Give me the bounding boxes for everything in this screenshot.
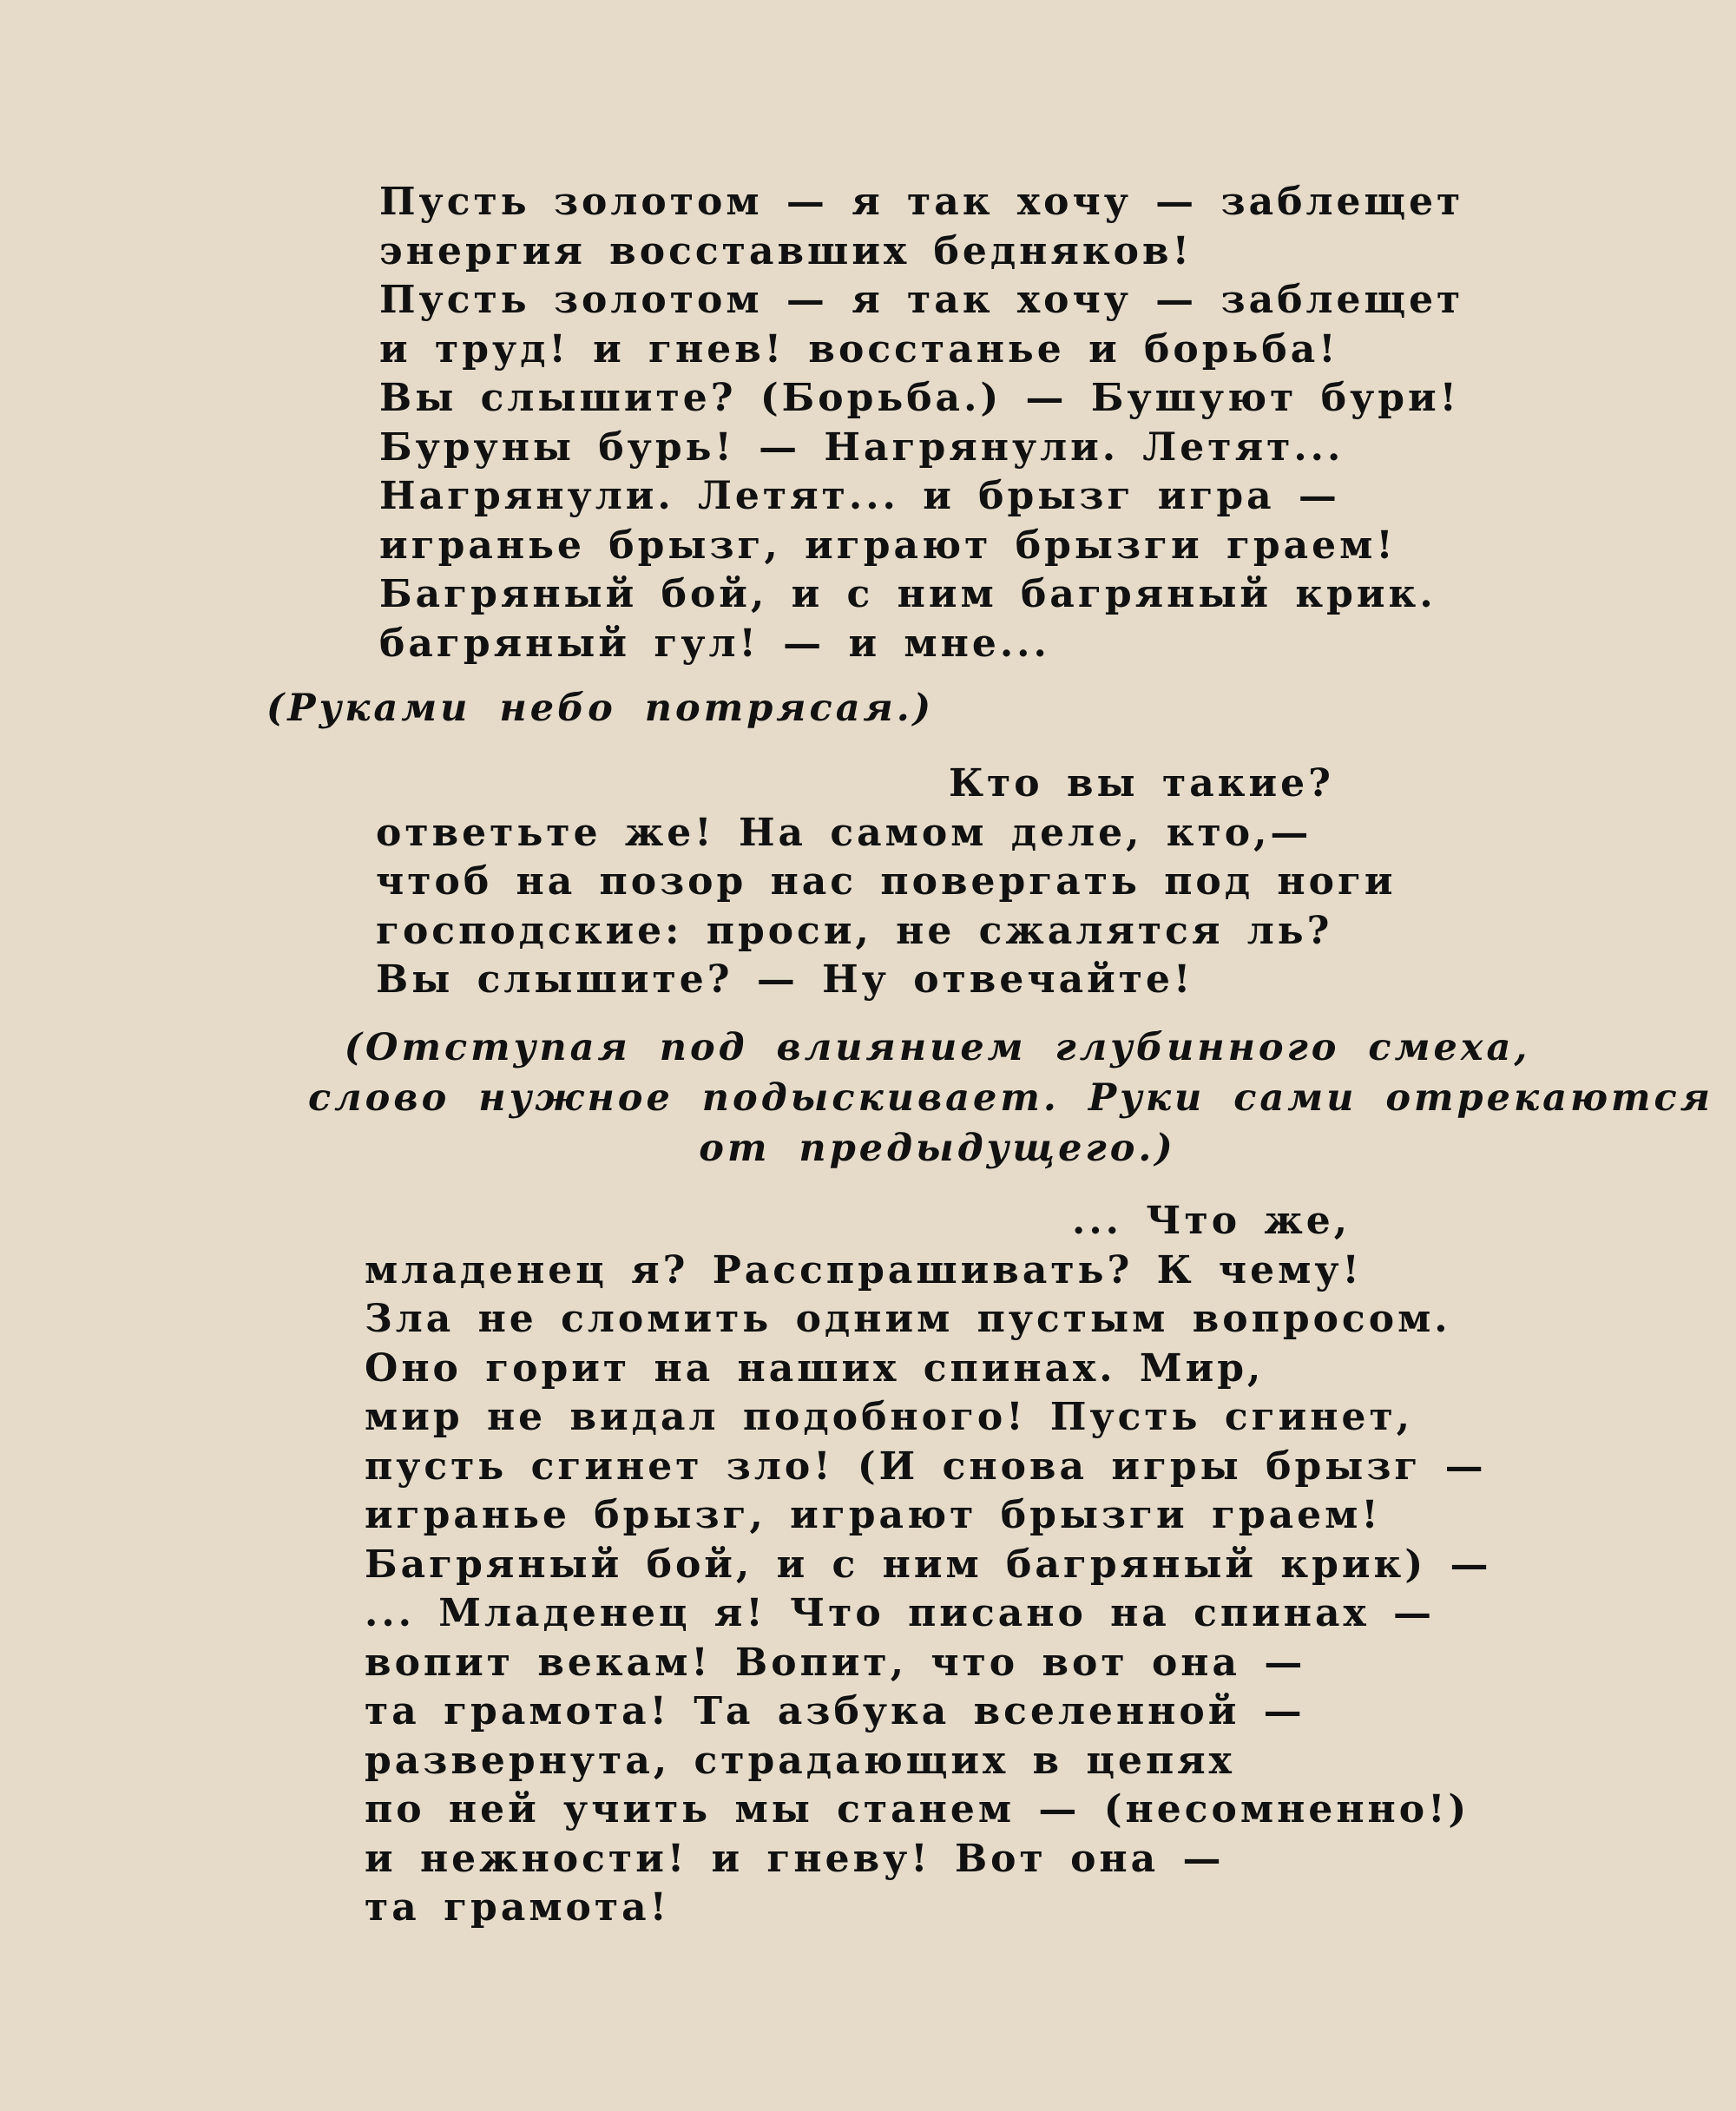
verse-line: игранье брызг, играют брызги граем! [365, 1493, 1382, 1537]
verse-line: и труд! и гнев! восстанье и борьба! [379, 326, 1339, 372]
stage-direction-line: слово нужное подыскивает. Руки сами отрекаются [308, 1076, 1713, 1120]
verse-line: ... Что же, [1072, 1199, 1351, 1243]
stage-direction-line: (Отступая под влиянием глубинного смеха, [344, 1026, 1531, 1069]
verse-line: мир не видал подобного! Пусть сгинет, [365, 1395, 1414, 1439]
stanza-2 [376, 760, 1397, 1005]
verse-line: по ней учить мы станем — (несомненно!) [365, 1787, 1470, 1832]
verse-line: Вы слышите? — Ну отвечайте! [376, 957, 1194, 1002]
verse-line: вопит векам! Вопит, что вот она — [365, 1640, 1306, 1685]
stage-direction-1 [0, 683, 1200, 733]
verse-line: та грамота! Та азбука вселенной — [365, 1689, 1305, 1733]
verse-line: та грамота! [365, 1885, 670, 1930]
verse-line: Вы слышите? (Борьба.) — Бушуют бури! [379, 376, 1460, 420]
verse-line: пусть сгинет зло! (И снова игры брызг — [365, 1444, 1487, 1489]
verse-line: младенец я? Расспрашивать? К чему! [365, 1247, 1363, 1292]
verse-line: ... Младенец я! Что писано на спинах — [365, 1591, 1436, 1635]
stanza-1 [379, 178, 1463, 668]
verse-line: Буруны бурь! — Нагрянули. Летят... [379, 424, 1345, 470]
verse-line: Кто вы такие? [949, 761, 1334, 806]
verse-line: и нежности! и гневу! Вот она — [365, 1836, 1225, 1881]
verse-line: Багряный бой, и с ним багряный крик) — [365, 1542, 1492, 1587]
verse-line: господские: проси, не сжалятся ль? [376, 908, 1333, 953]
verse-line: Зла не сломить одним пустым вопросом. [365, 1297, 1451, 1341]
verse-line: Оно горит на наших спинах. Мир, [365, 1345, 1265, 1391]
verse-line: багряный гул! — и мне... [379, 621, 1050, 666]
stanza-3 [365, 1197, 1491, 1933]
stage-direction-2 [308, 1023, 1713, 1174]
verse-line: энергия восставших бедняков! [379, 228, 1193, 273]
verse-line: ответьте же! На самом деле, кто,— [376, 810, 1312, 855]
verse-line: Пусть золотом — я так хочу — заблещет [379, 278, 1464, 322]
verse-line: Нагрянули. Летят... и брызг игра — [379, 474, 1340, 518]
verse-line: Багряный бой, и с ним багряный крик. [379, 572, 1437, 616]
verse-line: чтоб на позор нас повергать под ноги [376, 859, 1397, 904]
verse-line: развернута, страдающих в цепях [365, 1738, 1235, 1783]
stage-direction-line: от предыдущего.) [699, 1127, 1176, 1170]
stage-direction-line: (Руками небо потрясая.) [266, 687, 935, 730]
verse-line: игранье брызг, играют брызги граем! [379, 523, 1397, 568]
verse-line: Пусть золотом — я так хочу — заблещет [379, 180, 1464, 224]
